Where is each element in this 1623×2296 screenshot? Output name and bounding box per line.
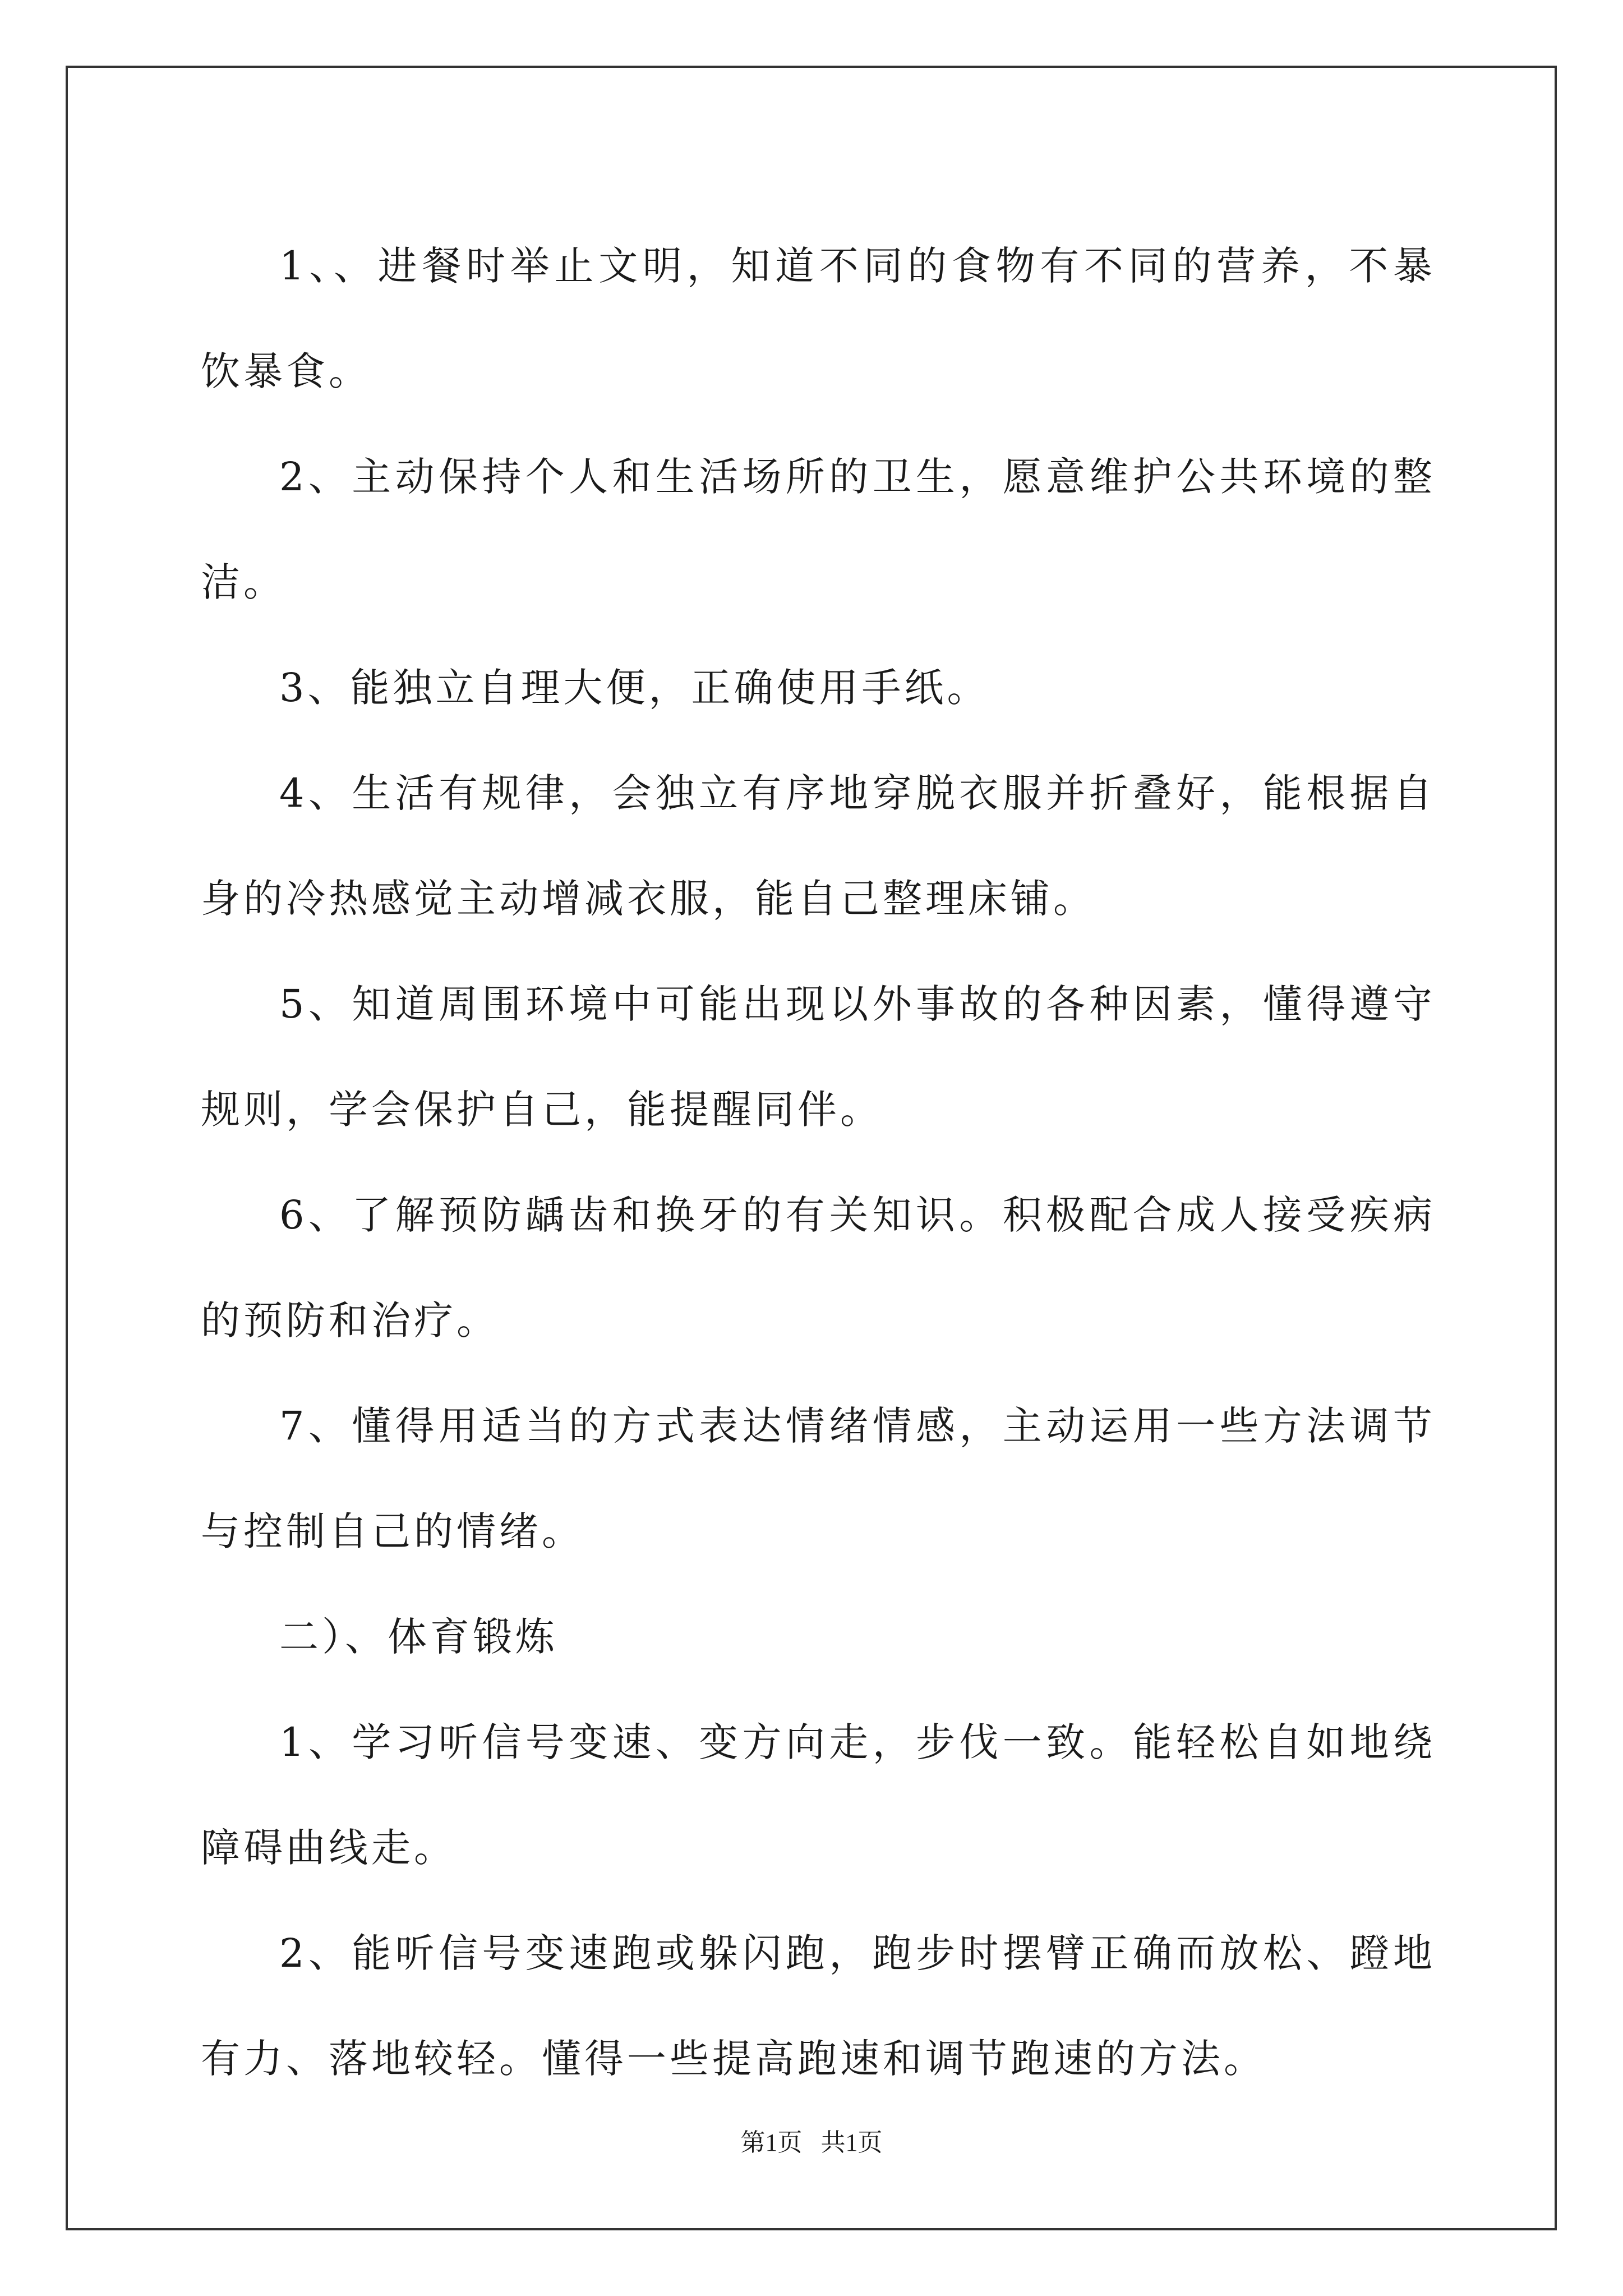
paragraph-1: 1、、进餐时举止文明，知道不同的食物有不同的营养，不暴饮暴食。 (201, 243, 1436, 394)
paragraph-9: 2、能听信号变速跑或躲闪跑，跑步时摆臂正确而放松、蹬地有力、落地较轻。懂得一些提高跑速和调节跑速的方法。 (201, 1930, 1436, 2082)
document-body (201, 213, 1436, 2111)
paragraph-5: 5、知道周围环境中可能出现以外事故的各种因素，懂得遵守规则，学会保护自己，能提醒同伴。 (201, 981, 1436, 1133)
paragraph-7: 7、懂得用适当的方式表达情绪情感，主动运用一些方法调节与控制自己的情绪。 (201, 1403, 1436, 1554)
page-number-footer: 第1页 共1页 (740, 2129, 883, 2156)
paragraph-2: 2、主动保持个人和生活场所的卫生，愿意维护公共环境的整洁。 (201, 454, 1436, 605)
paragraph-3: 3、能独立自理大便，正确使用手纸。 (279, 665, 990, 711)
paragraph-4: 4、生活有规律，会独立有序地穿脱衣服并折叠好，能根据自身的冷热感觉主动增减衣服，能自己整理床铺。 (201, 770, 1436, 922)
paragraph-8: 1、学习听信号变速、变方向走，步伐一致。能轻松自如地绕障碍曲线走。 (201, 1719, 1436, 1871)
paragraph-6: 6、了解预防龋齿和换牙的有关知识。积极配合成人接受疾病的预防和治疗。 (201, 1192, 1436, 1343)
section-heading: 二）、体育锻炼 (279, 1614, 558, 1660)
